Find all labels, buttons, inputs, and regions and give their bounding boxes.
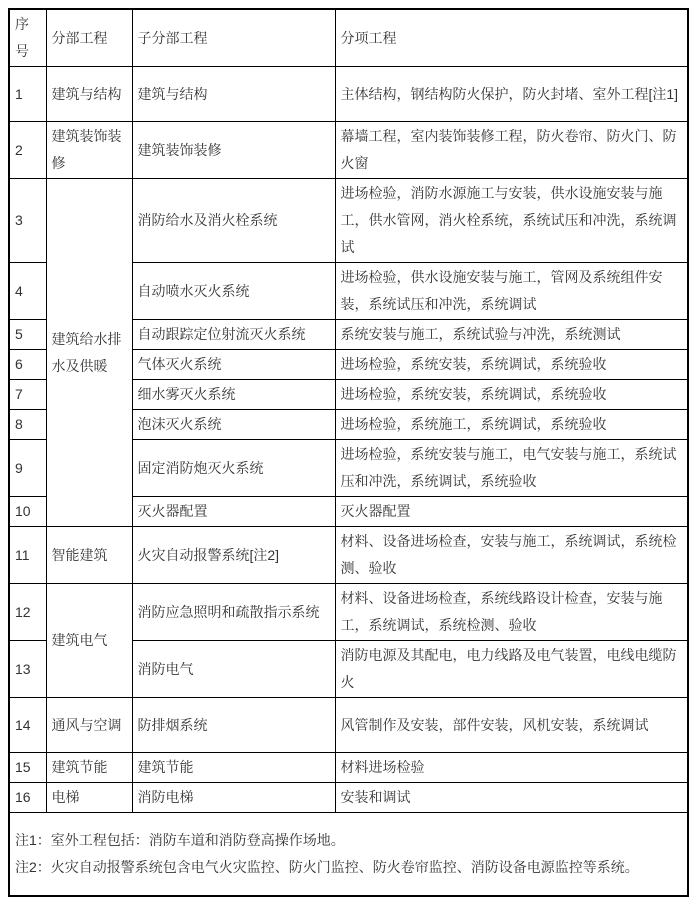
- row-number-cell: 11: [9, 527, 46, 584]
- header-item: 分项工程: [335, 9, 688, 67]
- row-number-cell: 2: [9, 122, 46, 179]
- sub-division-cell: 防排烟系统: [132, 698, 335, 753]
- item-cell: 进场检验，供水设施安装与施工，管网及系统组件安装，系统试压和冲洗，系统调试: [335, 263, 688, 320]
- division-cell: 建筑与结构: [46, 67, 132, 122]
- table-row: [9, 122, 688, 179]
- row-number-cell: 6: [9, 350, 46, 380]
- row-number-cell: 5: [9, 320, 46, 350]
- item-cell: 消防电源及其配电，电力线路及电气装置，电线电缆防火: [335, 641, 688, 698]
- sub-division-cell: 自动跟踪定位射流灭火系统: [132, 320, 335, 350]
- row-number-cell: 3: [9, 179, 46, 263]
- row-number-cell: 13: [9, 641, 46, 698]
- sub-division-cell: 消防电气: [132, 641, 335, 698]
- note-2: 注2：火灾自动报警系统包含电气火灾监控、防火门监控、防火卷帘监控、消防设备电源监控等系统。: [15, 858, 639, 875]
- row-number-cell: 10: [9, 497, 46, 527]
- row-number-cell: 7: [9, 380, 46, 410]
- item-cell: 幕墙工程，室内装饰装修工程，防火卷帘、防火门、防火窗: [335, 122, 688, 179]
- division-cell: 建筑节能: [46, 753, 132, 783]
- table-row: [9, 584, 688, 641]
- division-cell: 电梯: [46, 783, 132, 813]
- division-cell: 建筑给水排水及供暖: [46, 179, 132, 527]
- row-number-cell: 12: [9, 584, 46, 641]
- item-cell: 系统安装与施工，系统试验与冲洗，系统测试: [335, 320, 688, 350]
- header-sub-division: 子分部工程: [132, 9, 335, 67]
- item-cell: 进场检验，消防水源施工与安装，供水设施安装与施工，供水管网，消火栓系统，系统试压和冲洗，系统调试: [335, 179, 688, 263]
- table-row: [9, 753, 688, 783]
- item-cell: 材料进场检验: [335, 753, 688, 783]
- item-cell: 进场检验，系统安装与施工，电气安装与施工，系统试压和冲洗，系统调试，系统验收: [335, 440, 688, 497]
- row-number-cell: 16: [9, 783, 46, 813]
- header-row: [9, 9, 688, 67]
- item-cell: 灭火器配置: [335, 497, 688, 527]
- sub-division-cell: 消防电梯: [132, 783, 335, 813]
- division-cell: 通风与空调: [46, 698, 132, 753]
- sub-division-cell: 灭火器配置: [132, 497, 335, 527]
- division-cell: 建筑电气: [46, 584, 132, 698]
- header-no: 序号: [9, 9, 46, 67]
- item-cell: 主体结构，钢结构防火保护，防火封堵、室外工程[注1]: [335, 67, 688, 122]
- table-row: [9, 179, 688, 263]
- division-cell: 智能建筑: [46, 527, 132, 584]
- row-number-cell: 8: [9, 410, 46, 440]
- table-row: [9, 527, 688, 584]
- division-cell: 建筑装饰装修: [46, 122, 132, 179]
- sub-division-cell: 固定消防炮灭火系统: [132, 440, 335, 497]
- table-row: [9, 783, 688, 813]
- row-number-cell: 14: [9, 698, 46, 753]
- table-row: [9, 698, 688, 753]
- fire-protection-works-table: [8, 8, 689, 897]
- notes-row: [9, 813, 688, 896]
- sub-division-cell: 建筑节能: [132, 753, 335, 783]
- row-number-cell: 15: [9, 753, 46, 783]
- row-number-cell: 1: [9, 67, 46, 122]
- sub-division-cell: 建筑装饰装修: [132, 122, 335, 179]
- notes-cell: [9, 813, 688, 896]
- item-cell: 风管制作及安装，部件安装，风机安装，系统调试: [335, 698, 688, 753]
- item-cell: 进场检验，系统安装，系统调试，系统验收: [335, 350, 688, 380]
- note-1: 注1：室外工程包括：消防车道和消防登高操作场地。: [15, 831, 345, 848]
- sub-division-cell: 建筑与结构: [132, 67, 335, 122]
- table-row: [9, 67, 688, 122]
- sub-division-cell: 消防应急照明和疏散指示系统: [132, 584, 335, 641]
- sub-division-cell: 气体灭火系统: [132, 350, 335, 380]
- sub-division-cell: 泡沫灭火系统: [132, 410, 335, 440]
- sub-division-cell: 自动喷水灭火系统: [132, 263, 335, 320]
- sub-division-cell: 消防给水及消火栓系统: [132, 179, 335, 263]
- item-cell: 材料、设备进场检查，系统线路设计检查，安装与施工，系统调试，系统检测、验收: [335, 584, 688, 641]
- sub-division-cell: 细水雾灭火系统: [132, 380, 335, 410]
- item-cell: 材料、设备进场检查，安装与施工，系统调试，系统检测、验收: [335, 527, 688, 584]
- item-cell: 安装和调试: [335, 783, 688, 813]
- item-cell: 进场检验，系统安装，系统调试，系统验收: [335, 380, 688, 410]
- sub-division-cell: 火灾自动报警系统[注2]: [132, 527, 335, 584]
- row-number-cell: 4: [9, 263, 46, 320]
- item-cell: 进场检验，系统施工，系统调试，系统验收: [335, 410, 688, 440]
- row-number-cell: 9: [9, 440, 46, 497]
- header-division: 分部工程: [46, 9, 132, 67]
